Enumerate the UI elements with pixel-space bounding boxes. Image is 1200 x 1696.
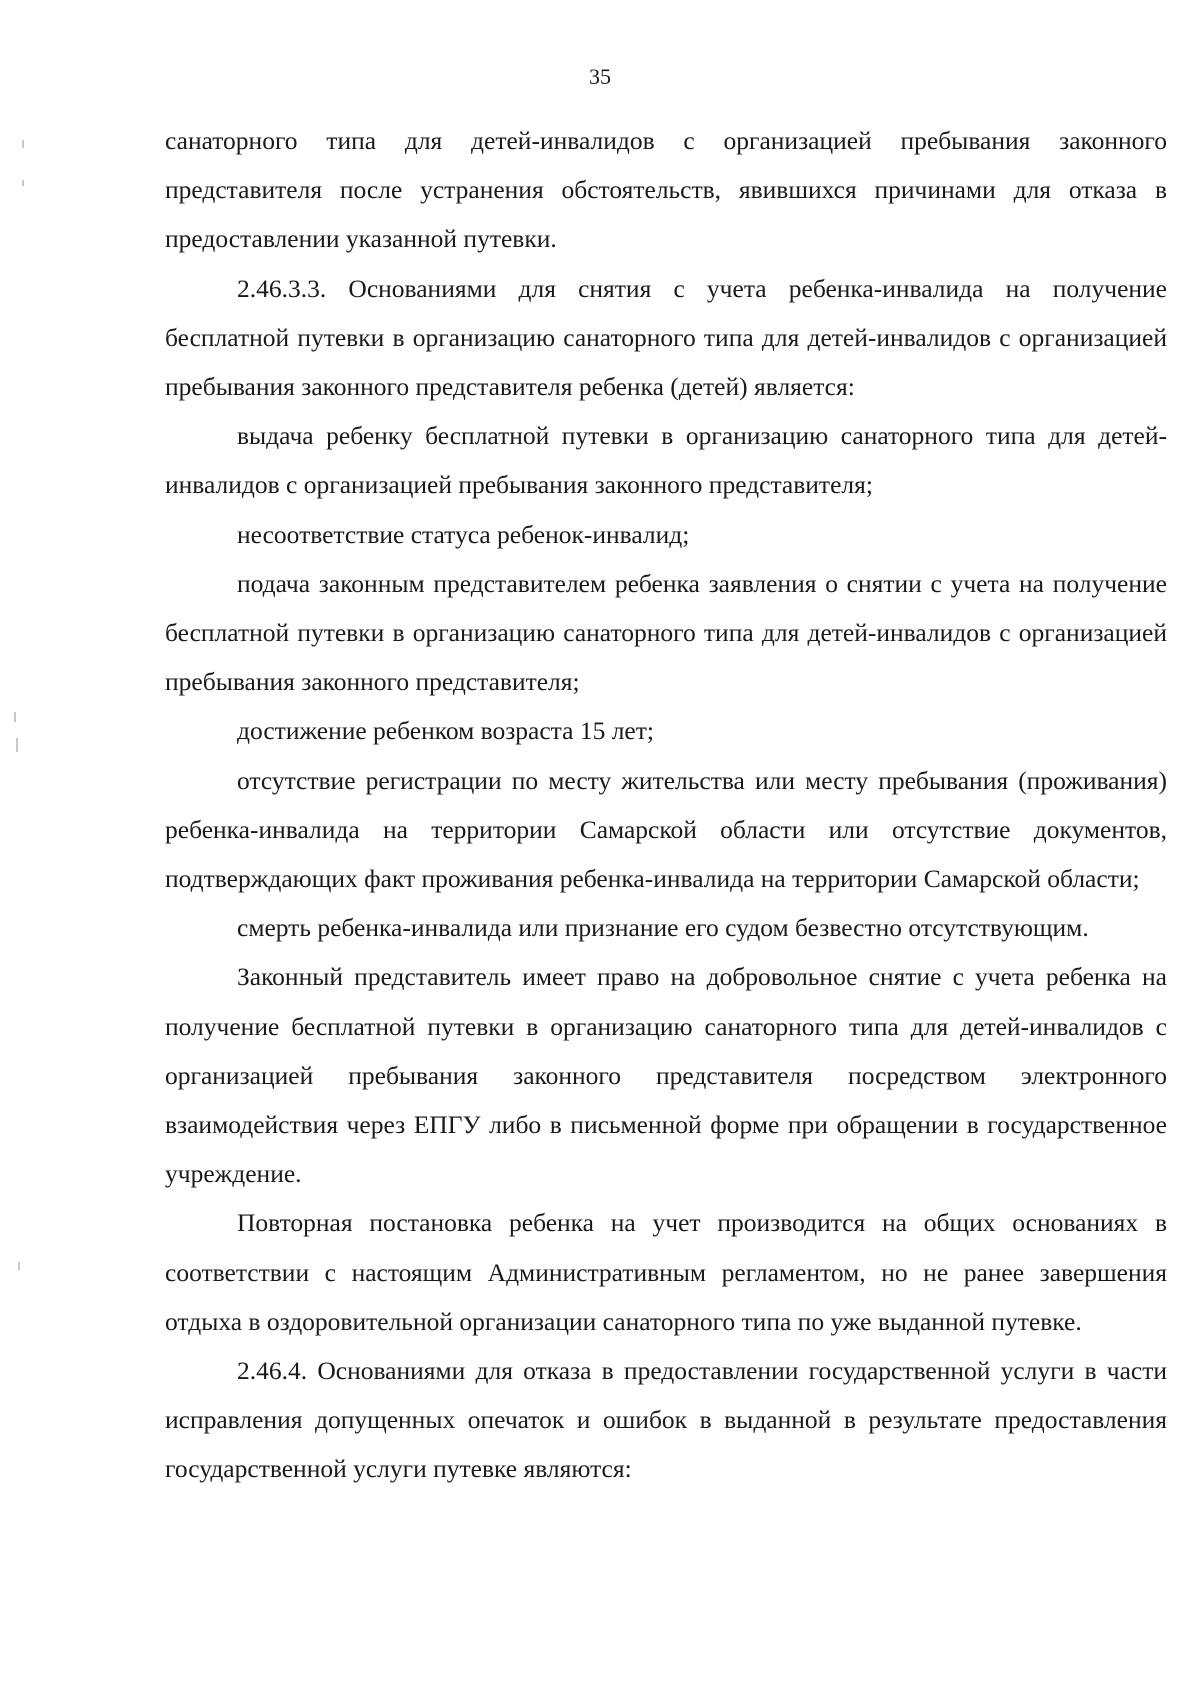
scan-artifact: [18, 1262, 20, 1270]
scan-artifact: [22, 180, 24, 186]
paragraph: отсутствие регистрации по месту жительства или месту пребывания (проживания) ребенка-инвалида на территории Самарской области или отсутствие документов, подтверждающих факт проживания ребенка-инвалида на территории Самарской области;: [165, 765, 1167, 894]
paragraph: Законный представитель имеет право на добровольное снятие с учета ребенка на получение бесплатной путевки в организацию санаторного типа для детей-инвалидов с организацией пребывания законного представителя посредством электронного взаимодействия через ЕПГУ либо в письменной форме при обращении в государственное учреждение.: [165, 962, 1167, 1189]
paragraph: 2.46.4. Основаниями для отказа в предоставлении государственной услуги в части исправления допущенных опечаток и ошибок в выданной в результате предоставления государственной услуги путевке являются:: [165, 1356, 1167, 1484]
paragraph: достижение ребенком возраста 15 лет;: [237, 716, 654, 746]
paragraph: смерть ребенка-инвалида или признание его судом безвестно отсутствующим.: [237, 913, 1089, 943]
paragraph: подача законным представителем ребенка заявления о снятии с учета на получение бесплатной путевки в организацию санаторного типа для детей-инвалидов с организацией пребывания законного представителя;: [165, 568, 1167, 697]
scan-artifact: [16, 738, 18, 752]
document-body: [165, 116, 1167, 1494]
paragraph: выдача ребенку бесплатной путевки в организацию санаторного типа для детей-инвалидов с организацией пребывания законного представителя;: [165, 421, 1167, 500]
paragraph: санаторного типа для детей-инвалидов с организацией пребывания законного представителя после устранения обстоятельств, явившихся причинами для отказа в предоставлении указанной путевки.: [165, 126, 1167, 254]
paragraph: 2.46.3.3. Основаниями для снятия с учета ребенка-инвалида на получение бесплатной путевки в организацию санаторного типа для детей-инвалидов с организацией пребывания законного представителя ребенка (детей) является:: [165, 273, 1167, 402]
page-number: 35: [589, 64, 611, 89]
scan-artifact: [22, 140, 24, 148]
paragraph: Повторная постановка ребенка на учет производится на общих основаниях в соответствии с настоящим Административным регламентом, но не ранее завершения отдыха в оздоровительной организации санаторного типа по уже выданной путевке.: [165, 1208, 1167, 1336]
scan-artifact: [14, 712, 16, 722]
paragraph: несоответствие статуса ребенок-инвалид;: [237, 519, 690, 549]
